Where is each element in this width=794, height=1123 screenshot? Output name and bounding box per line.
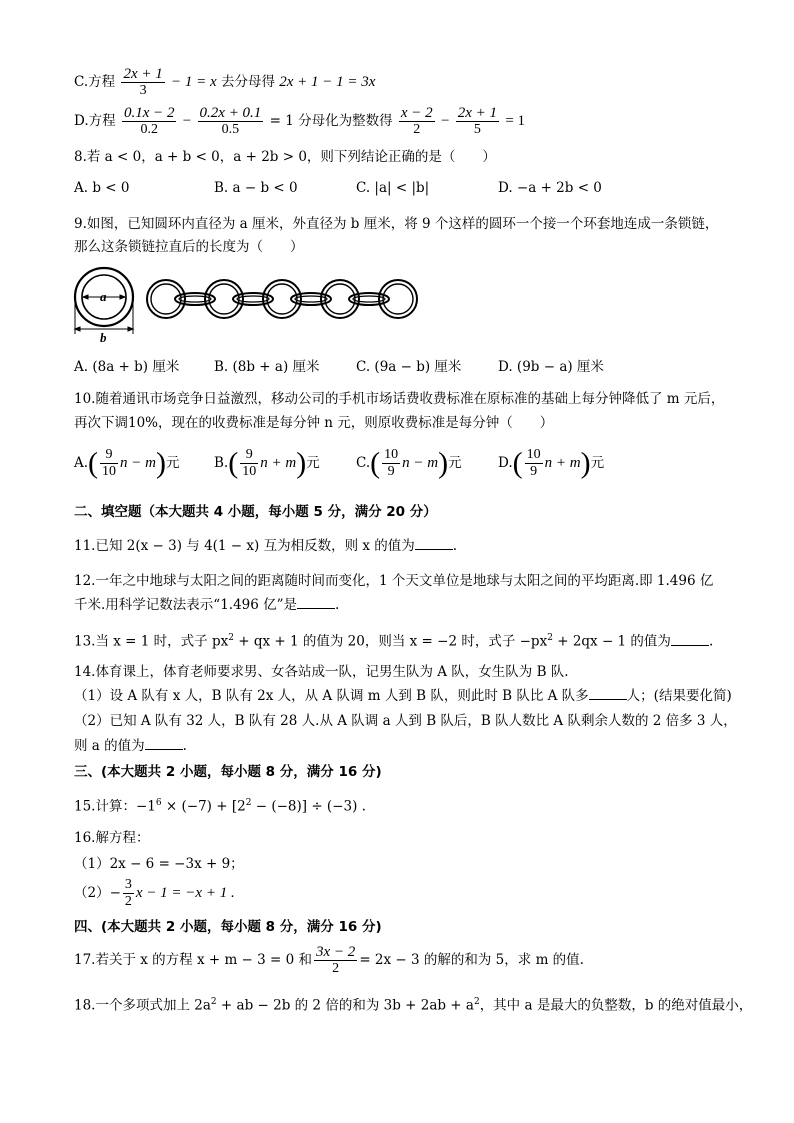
answer-blank bbox=[145, 737, 183, 750]
q16-part2: （2）− $\frac{3}{2}$ x − 1 = −x + 1 . bbox=[74, 877, 235, 909]
q16-stem: 16.解方程： bbox=[74, 830, 150, 846]
ring-chain-figure bbox=[70, 262, 420, 344]
fraction: $\frac{10}{9}$ bbox=[384, 447, 399, 479]
q14-part2-line2: 则 a 的值为 . bbox=[74, 738, 187, 754]
label-b: b bbox=[100, 330, 107, 344]
q8-option-a: A. b < 0 bbox=[74, 180, 130, 196]
q10-option-a: A.( $\frac{9}{10}$ n − m)元 bbox=[74, 446, 180, 480]
q17: 17.若关于 x 的方程 x + m − 3 = 0 和 $\frac{3x - 2}{2}$ = 2x − 3 的解的和为 5，求 m 的值. bbox=[74, 944, 584, 976]
section-heading-2: 二、填空题（本大题共 4 小题，每小题 5 分，满分 20 分） bbox=[74, 504, 437, 520]
section-heading-3: 三、(本大题共 2 小题，每小题 8 分，满分 16 分) bbox=[74, 764, 382, 780]
answer-blank bbox=[297, 596, 335, 609]
answer-blank bbox=[415, 537, 453, 550]
q7-option-d: D.方程 $\frac{0.1x - 2}{0.2}$ − $\frac{0.2x + 0.1}{0.5}$ = 1 分母化为整数得 $\frac{x - 2}{2}$ − $\frac{2x + 1}{5}$ = 1 bbox=[74, 105, 526, 137]
fraction: $\frac{3x - 2}{2}$ bbox=[316, 944, 356, 976]
q7-option-c: C.方程 $\frac{2x + 1}{3}$ − 1 = x 去分母得 2x + 1 − 1 = 3x bbox=[74, 66, 376, 98]
fraction: $\frac{9}{10}$ bbox=[102, 447, 117, 479]
q12-line1: 12.一年之中地球与太阳之间的距离随时间而变化，1 个天文单位是地球与太阳之间的平均距离.即 1.496 亿 bbox=[74, 573, 714, 589]
fraction: $\frac{0.2x + 0.1}{0.5}$ bbox=[199, 105, 262, 137]
q10-option-b: B.( $\frac{9}{10}$ n + m)元 bbox=[214, 446, 320, 480]
q15: 15.计算：$-1^6 \times (-7) + [2^2 - (-8)] \div (-3)$ . bbox=[74, 798, 366, 815]
label-a: a bbox=[100, 289, 107, 304]
q11: 11.已知 2(x − 3) 与 4(1 − x) 互为相反数，则 x 的值为 . bbox=[74, 538, 458, 554]
q10-option-d: D.( $\frac{10}{9}$ n + m)元 bbox=[498, 446, 605, 480]
answer-blank bbox=[589, 687, 627, 700]
fraction: $\frac{9}{10}$ bbox=[242, 447, 257, 479]
section-heading-4: 四、(本大题共 2 小题，每小题 8 分，满分 16 分) bbox=[74, 919, 382, 935]
option-label: C.方程 bbox=[74, 74, 116, 90]
fraction: $\frac{2x + 1}{5}$ bbox=[457, 105, 498, 137]
q14-stem: 14.体育课上，体育老师要求男、女各站成一队，记男生队为 A 队，女生队为 B 队. bbox=[74, 664, 569, 680]
answer-blank bbox=[671, 633, 709, 646]
q8-stem: 8.若 a < 0，a + b < 0，a + 2b > 0，则下列结论正确的是（ ） bbox=[74, 149, 496, 165]
q9-option-a: A. (8a + b) 厘米 bbox=[74, 359, 180, 375]
fraction: $\frac{3}{2}$ bbox=[124, 877, 132, 909]
q14-part2: （2）已知 A 队有 32 人，B 队有 28 人.从 A 队调 a 人到 B 队后，B 队人数比 A 队剩余人数的 2 倍多 3 人， bbox=[74, 713, 737, 729]
q9-option-d: D. (9b − a) 厘米 bbox=[498, 359, 604, 375]
chain bbox=[147, 280, 417, 318]
q12-line2: 千米.用科学记数法表示“1.496 亿”是 . bbox=[74, 597, 340, 613]
q18: 18.一个多项式加上 $2a^2$ + ab − 2b 的 2 倍的和为 $3b + 2ab + a^2$，其中 a 是最大的负整数，b 的绝对值最小， bbox=[74, 997, 753, 1014]
q10-stem-line2: 再次下调10%，现在的收费标准是每分钟 n 元，则原收费标准是每分钟（ ） bbox=[74, 415, 554, 431]
q10-option-c: C.( $\frac{10}{9}$ n − m)元 bbox=[356, 446, 462, 480]
q10-stem-line1: 10.随着通讯市场竞争日益激烈，移动公司的手机市场话费收费标准在原标准的基础上每分钟降低了 m 元后， bbox=[74, 391, 725, 407]
fraction: $\frac{0.1x - 2}{0.2}$ bbox=[123, 105, 175, 137]
q8-option-c: C. |a| < |b| bbox=[356, 180, 430, 196]
q13: 13.当 x = 1 时，式子 $px^2$ + qx + 1 的值为 20，则当 x = −2 时，式子 $-px^2 + 2qx - 1$ 的值为 . bbox=[74, 633, 714, 650]
q9-stem-line2: 那么这条锁链拉直后的长度为（ ） bbox=[74, 239, 304, 255]
q9-stem-line1: 9.如图，已知圆环内直径为 a 厘米，外直径为 b 厘米，将 9 个这样的圆环一个接一个环套地连成一条锁链， bbox=[74, 216, 719, 232]
q9-option-b: B. (8b + a) 厘米 bbox=[214, 359, 320, 375]
fraction: $\frac{x - 2}{2}$ bbox=[400, 105, 433, 137]
fraction: $\frac{2x + 1}{3}$ bbox=[123, 66, 163, 98]
fraction: $\frac{10}{9}$ bbox=[526, 447, 541, 479]
q14-part1: （1）设 A 队有 x 人，B 队有 2x 人，从 A 队调 m 人到 B 队，则此时 B 队比 A 队多 人；(结果要化简) bbox=[74, 688, 732, 704]
q9-option-c: C. (9a − b) 厘米 bbox=[356, 359, 462, 375]
q8-option-d: D. −a + 2b < 0 bbox=[498, 180, 602, 196]
q16-part1: （1）2x − 6 = −3x + 9； bbox=[74, 856, 244, 872]
q8-option-b: B. a − b < 0 bbox=[214, 180, 298, 196]
